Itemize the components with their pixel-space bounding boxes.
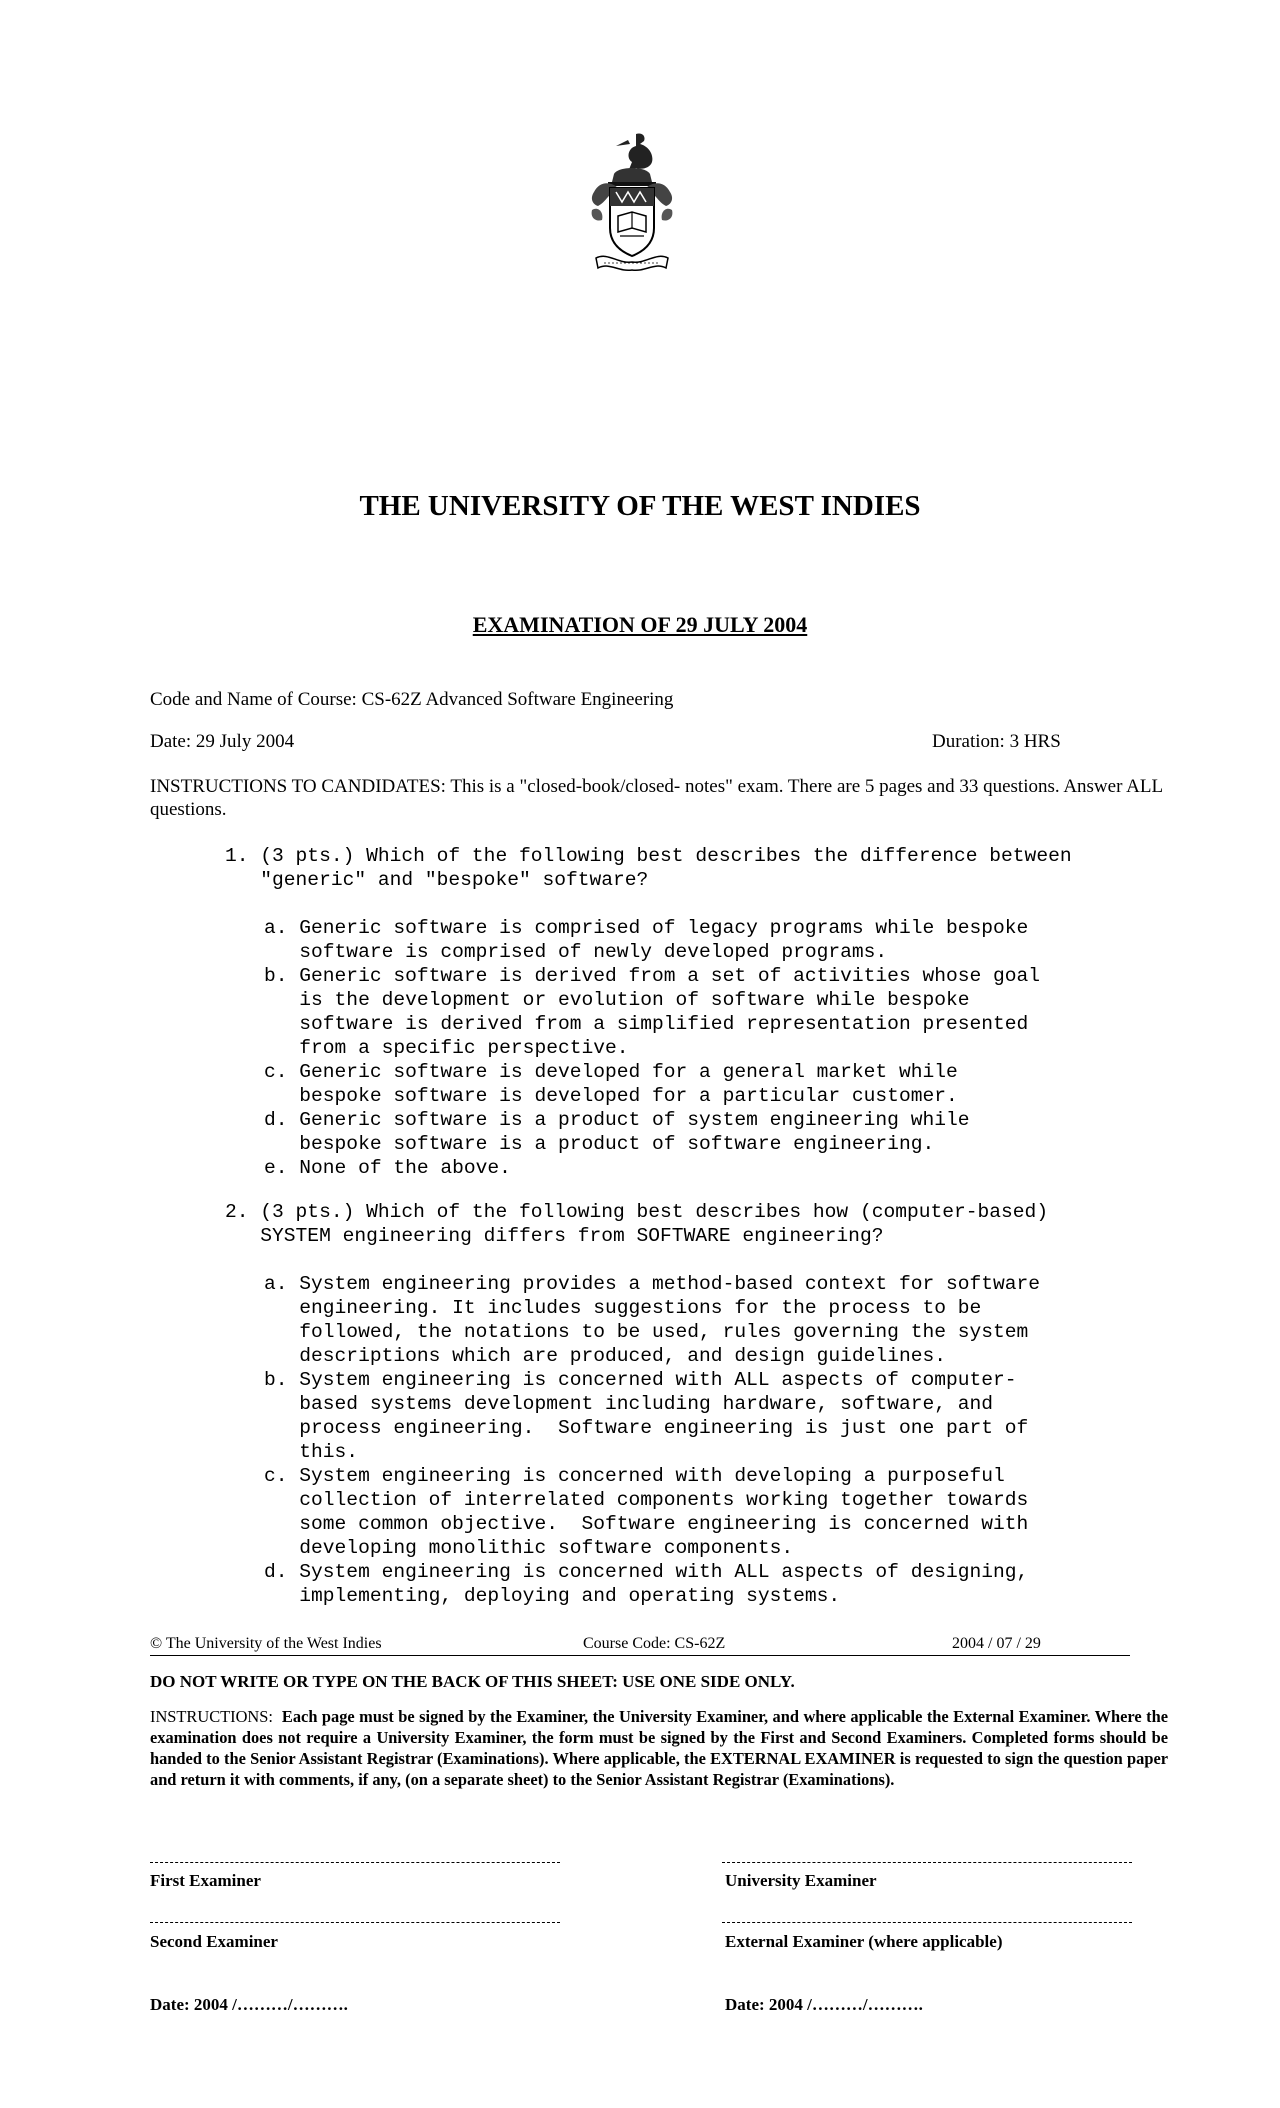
exam-date: Date: 29 July 2004 — [150, 731, 295, 752]
external-examiner-label: External Examiner (where applicable) — [725, 1932, 1003, 1951]
first-examiner-label: First Examiner — [150, 1871, 261, 1890]
examiner-instructions-lead: INSTRUCTIONS: — [150, 1707, 273, 1726]
question-1: 1. (3 pts.) Which of the following best describes the difference between "generic" and "bespoke" software? — [225, 845, 1072, 891]
footer-divider — [150, 1655, 1130, 1656]
exam-title — [0, 612, 1280, 638]
university-crest-logo — [588, 132, 676, 272]
second-examiner-signature-line — [150, 1922, 560, 1923]
university-examiner-signature-line — [722, 1862, 1132, 1863]
exam-title-text: EXAMINATION OF 29 JULY 2004 — [472, 612, 808, 637]
examiner-instructions — [150, 1706, 1168, 1790]
signature-date-left: Date: 2004 /………/………. — [150, 1995, 348, 2014]
university-name: THE UNIVERSITY OF THE WEST INDIES — [359, 490, 921, 522]
question-1-options: a. Generic software is comprised of legacy programs while bespoke software is comprised of newly developed programs. b. Generic software is derived from a set of activities whose goal is the development or evolution of software while bespoke software is derived from a simplified representation presented from a specific perspective. c. Generic software is developed for a general market while bespoke software is developed for a particular customer. d. Generic software is a product of system engineering while bespoke software is a product of software engineering. e. None of the above. — [264, 917, 1041, 1179]
question-2-options: a. System engineering provides a method-based context for software engineering. It includes suggestions for the process to be followed, the notations to be used, rules governing the system descriptions which are produced, and design guidelines. b. System engineering is concerned with ALL aspects of computer- based systems development including hardware, software, and process engineering. Software engineering is just one part of this. c. System engineering is concerned with developing a purposeful collection of interrelated components working together towards some common objective. Software engineering is concerned with developing monolithic software components. d. System engineering is concerned with ALL aspects of designing, implementing, deploying and operating systems. — [264, 1273, 1041, 1607]
university-examiner-label: University Examiner — [725, 1871, 877, 1890]
footer-copyright: © The University of the West Indies — [150, 1635, 382, 1652]
first-examiner-signature-line — [150, 1862, 560, 1863]
footer-course-code: Course Code: CS-62Z — [583, 1635, 726, 1652]
do-not-write-notice: DO NOT WRITE OR TYPE ON THE BACK OF THIS SHEET: USE ONE SIDE ONLY. — [150, 1672, 795, 1691]
footer-date: 2004 / 07 / 29 — [952, 1635, 1041, 1652]
exam-duration: Duration: 3 HRS — [932, 731, 1061, 752]
external-examiner-signature-line — [722, 1922, 1132, 1923]
candidate-instructions: INSTRUCTIONS TO CANDIDATES: This is a "closed-book/closed- notes" exam. There are 5 pages and 33 questions. Answer ALL questions. — [150, 776, 1163, 820]
examiner-instructions-body: Each page must be signed by the Examiner, the University Examiner, and where applicable the External Examiner. Where the examination does not require a University Examiner, the form must be signed by the First and Second Examiners. Completed forms should be handed to the Senior Assistant Registrar (Examinations). Where applicable, the EXTERNAL EXAMINER is requested to sign the question paper and return it with comments, if any, (on a separate sheet) to the Senior Assistant Registrar (Examinations). — [150, 1707, 1168, 1789]
second-examiner-label: Second Examiner — [150, 1932, 278, 1951]
question-2: 2. (3 pts.) Which of the following best describes how (computer-based) SYSTEM engineering differs from SOFTWARE engineering? — [225, 1201, 1049, 1247]
course-name: Code and Name of Course: CS-62Z Advanced Software Engineering — [150, 689, 674, 710]
signature-date-right: Date: 2004 /………/………. — [725, 1995, 923, 2014]
